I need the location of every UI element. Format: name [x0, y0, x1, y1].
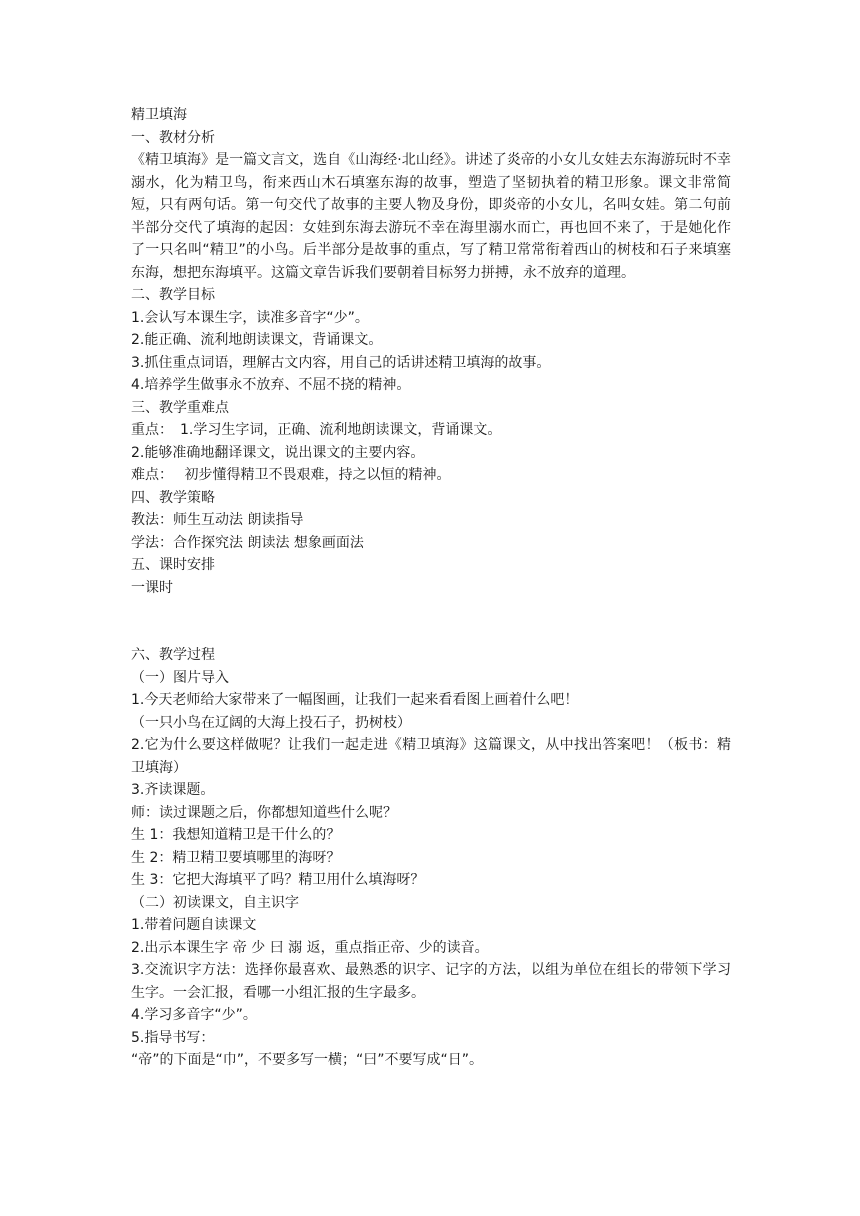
process-line: 5.指导书写： — [131, 1029, 215, 1046]
process-line: 3.齐读课题。 — [131, 782, 215, 798]
process-line: （一只小鸟在辽阔的大海上投石子，扔树枝） — [131, 714, 411, 731]
document-title: 精卫填海 — [131, 107, 187, 123]
section-heading-analysis: 一、教材分析 — [131, 129, 215, 146]
process-line: “帝”的下面是“巾”，不要多写一横；“曰”不要写成“日”。 — [131, 1052, 484, 1068]
process-line: 生 2：精卫精卫要填哪里的海呀？ — [131, 849, 341, 866]
process-line: 2.它为什么要这样做呢？让我们一起走进《精卫填海》这篇课文，从中找出答案吧！（板书：精卫填海） — [131, 737, 731, 776]
process-line: 4.学习多音字“少”。 — [131, 1007, 257, 1023]
process-line: 生 1：我想知道精卫是干什么的？ — [131, 827, 341, 843]
process-line: 生 3：它把大海填平了吗？精卫用什么填海呀？ — [131, 872, 425, 888]
goal-item: 3.抓住重点词语，理解古文内容，用自己的话讲述精卫填海的故事。 — [131, 354, 551, 371]
key-point-line: 重点： 1.学习生字词，正确、流利地朗读课文，背诵课文。 — [131, 422, 502, 438]
blank-gap — [131, 599, 731, 644]
subsection-heading-picture-intro: （一）图片导入 — [131, 669, 229, 686]
goal-item: 4.培养学生做事永不放弃、不屈不挠的精神。 — [131, 377, 411, 393]
process-line: 2.出示本课生字 帝 少 曰 溺 返，重点指正帝、少的读音。 — [131, 939, 489, 956]
goal-item: 1.会认写本课生字，读准多音字“少”。 — [131, 309, 369, 326]
process-line: 1.今天老师给大家带来了一幅图画，让我们一起来看看图上画着什么吧！ — [131, 692, 579, 708]
teaching-method: 教法：师生互动法 朗读指导 — [131, 512, 304, 528]
learning-method: 学法：合作探究法 朗读法 想象画面法 — [131, 534, 364, 551]
process-line: 师：读过课题之后，你都想知道些什么呢？ — [131, 804, 397, 821]
process-line: 3.交流识字方法：选择你最喜欢、最熟悉的识字、记字的方法，以组为单位在组长的带领下学习生字。一会汇报，看哪一小组汇报的生字最多。 — [131, 962, 731, 1001]
subsection-heading-first-reading: （二）初读课文，自主识字 — [131, 894, 299, 911]
key-point-line: 2.能够准确地翻译课文，说出课文的主要内容。 — [131, 444, 425, 461]
goal-item: 2.能正确、流利地朗读课文，背诵课文。 — [131, 332, 383, 348]
section-heading-key-points: 三、教学重难点 — [131, 399, 229, 416]
section-heading-process: 六、教学过程 — [131, 647, 215, 663]
section-heading-goals: 二、教学目标 — [131, 287, 215, 303]
process-line: 1.带着问题自读课文 — [131, 917, 257, 933]
difficulty-line: 难点： 初步懂得精卫不畏艰难，持之以恒的精神。 — [131, 467, 451, 483]
analysis-paragraph: 《精卫填海》是一篇文言文，选自《山海经·北山经》。讲述了炎帝的小女儿女娃去东海游玩时不幸溺水，化为精卫鸟，衔来西山木石填塞东海的故事，塑造了坚韧执着的精卫形象。课文非常简短，只有两句话。第一句交代了故事的主要人物及身份，即炎帝的小女儿，名叫女娃。第二句前半部分交代了填海的起因：女娃到东海去游玩不幸在海里溺水而亡，再也回不来了，于是她化作了一只名叫“精卫”的小鸟。后半部分是故事的重点，写了精卫常常衔着西山的树枝和石子来填塞东海，想把东海填平。这篇文章告诉我们要朝着目标努力拼搏，永不放弃的道理。 — [131, 152, 731, 281]
document-page — [131, 104, 731, 1072]
section-heading-strategy: 四、教学策略 — [131, 489, 215, 506]
schedule-content: 一课时 — [131, 579, 173, 596]
section-heading-schedule: 五、课时安排 — [131, 557, 215, 573]
